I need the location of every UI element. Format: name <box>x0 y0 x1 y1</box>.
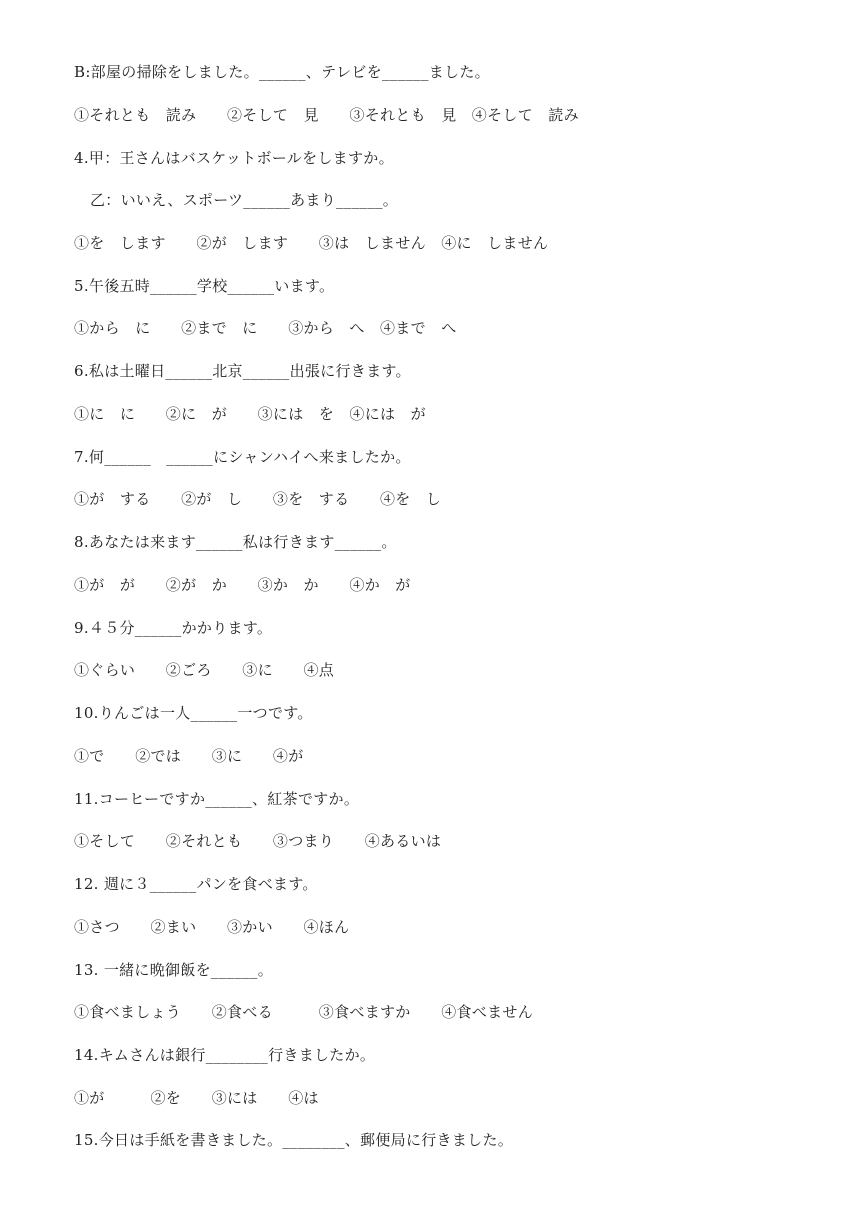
options-line: ①そして ②それとも ③つまり ④あるいは <box>74 832 442 850</box>
question-line: 10.りんごは一人______一つです。 <box>74 704 313 722</box>
question-line: 12. 週に３______パンを食べます。 <box>74 875 318 893</box>
question-line: 11.コーヒーですか______、紅茶ですか。 <box>74 790 360 808</box>
question-line: 5.午後五時______学校______います。 <box>74 277 335 295</box>
question-line: 13. 一緒に晩御飯を______。 <box>74 961 274 979</box>
options-line: ①が ②を ③には ④は <box>74 1089 319 1107</box>
question-line: 15.今日は手紙を書きました。________、郵便局に行きました。 <box>74 1131 514 1149</box>
question-line: 14.キムさんは銀行________行きましたか。 <box>74 1046 376 1064</box>
options-line: ①さつ ②まい ③かい ④ほん <box>74 918 350 936</box>
options-line: ①食べましょう ②食べる ③食べますか ④食べません <box>74 1003 534 1021</box>
options-line: ①それとも 読み ②そして 見 ③それとも 見 ④そして 読み <box>74 106 579 124</box>
options-line: ①を します ②が します ③は しません ④に しません <box>74 234 549 252</box>
question-line: 6.私は土曜日______北京______出張に行きます。 <box>74 362 411 380</box>
options-line: ①に に ②に が ③には を ④には が <box>74 405 426 423</box>
question-line: B:部屋の掃除をしました。______、テレビを______ました。 <box>74 63 490 81</box>
question-line: 4.甲：王さんはバスケットボールをしますか。 <box>74 149 394 167</box>
options-line: ①で ②では ③に ④が <box>74 747 304 765</box>
options-line: ①ぐらい ②ごろ ③に ④点 <box>74 661 335 679</box>
options-line: ①から に ②まで に ③から へ ④まで へ <box>74 319 457 337</box>
question-line: 9.４５分______かかります。 <box>74 619 273 637</box>
question-line: 7.何______ ______にシャンハイへ来ましたか。 <box>74 448 411 466</box>
options-line: ①が する ②が し ③を する ④を し <box>74 490 442 508</box>
question-line: 8.あなたは来ます______私は行きます______。 <box>74 533 397 551</box>
options-line: ①が が ②が か ③か か ④か が <box>74 576 411 594</box>
question-line: 乙：いいえ、スポーツ______あまり______。 <box>90 191 399 209</box>
